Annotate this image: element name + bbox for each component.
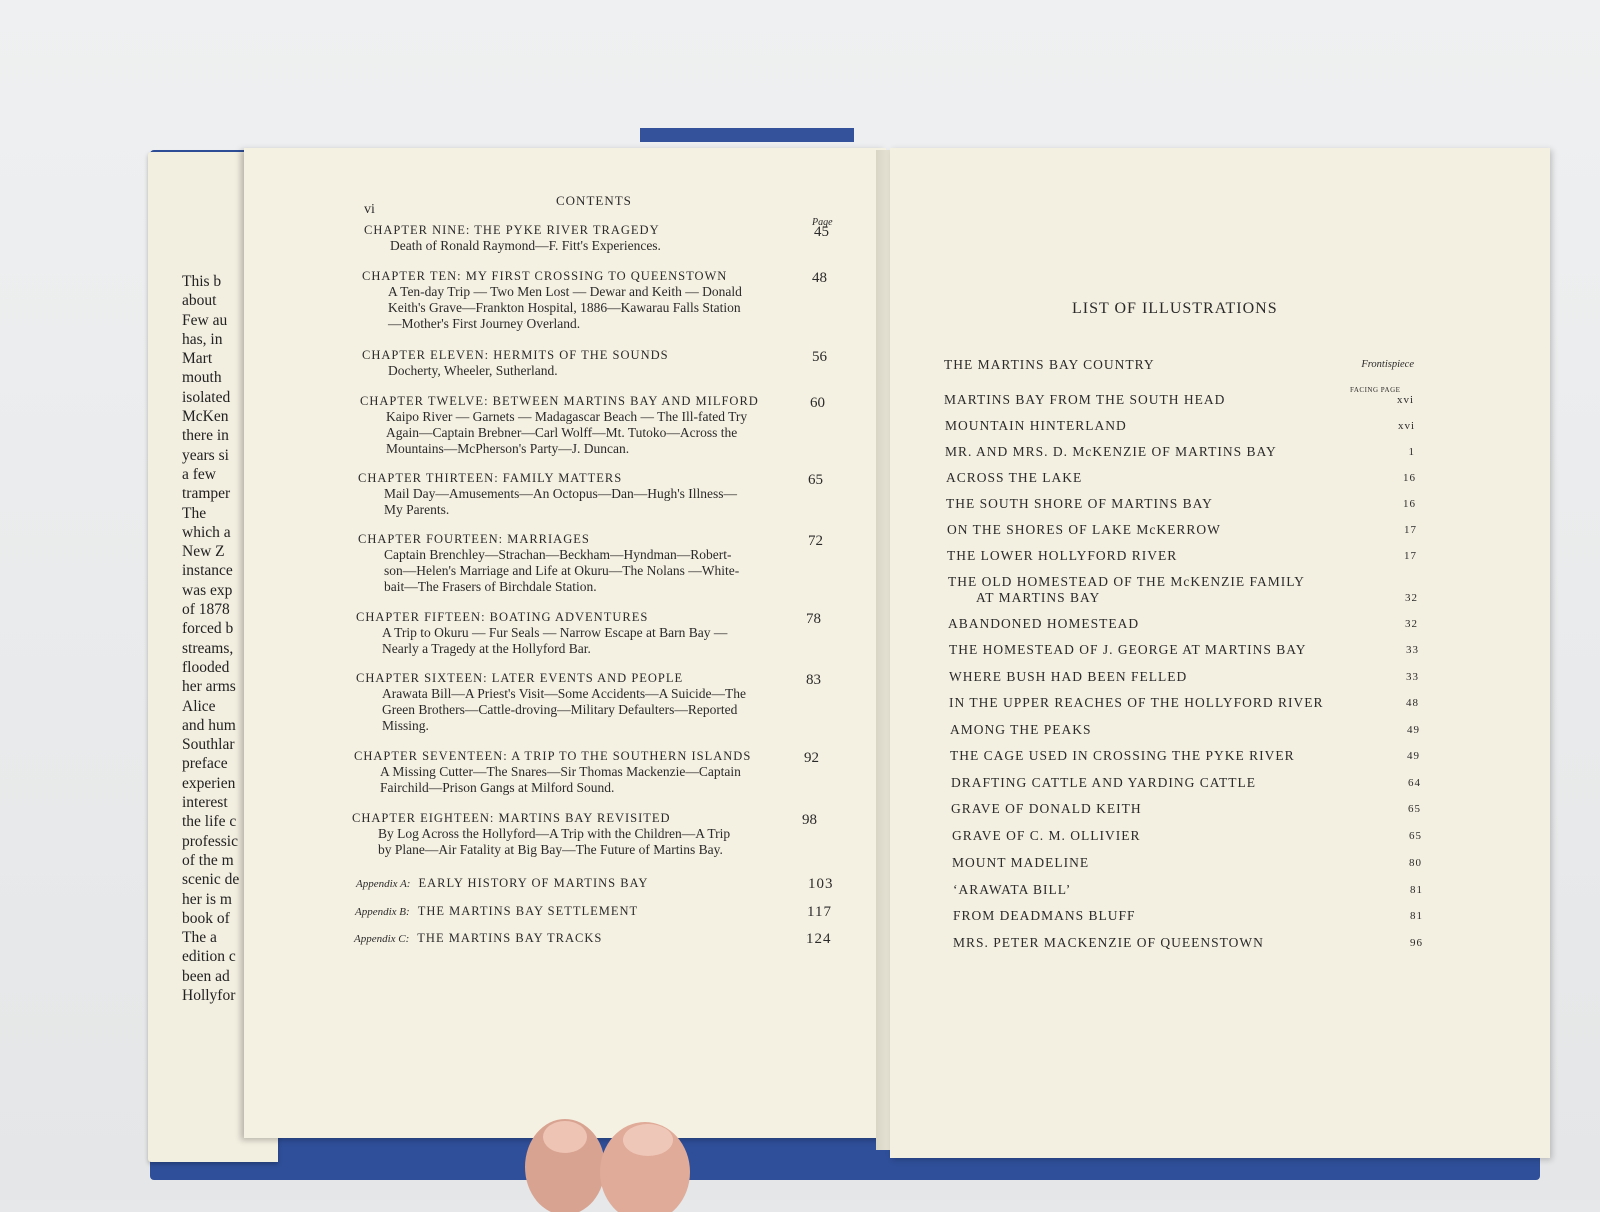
- illustration-title-continued: AT MARTINS BAY: [976, 590, 1101, 605]
- appendix-entry: [354, 931, 832, 947]
- flap-line: has, in: [182, 330, 223, 348]
- chapter-description: Arawata Bill—A Priest's Visit—Some Accidents—A Suicide—The: [382, 686, 746, 701]
- flap-line: The a: [182, 929, 217, 947]
- flap-line: the life c: [182, 813, 237, 831]
- flap-line: New Z: [182, 543, 225, 561]
- flap-line: scenic de: [182, 871, 240, 889]
- flap-line: mouth: [182, 369, 222, 387]
- illustration-page-number: 17: [1404, 550, 1417, 562]
- illustration-entry: [945, 444, 1415, 460]
- chapter-description: A Trip to Okuru — Fur Seals — Narrow Escape at Barn Bay —: [382, 625, 728, 640]
- illustration-title: MARTINS BAY FROM THE SOUTH HEAD: [944, 392, 1226, 407]
- illustration-title: MOUNT MADELINE: [952, 855, 1090, 870]
- illustration-page-number: 80: [1409, 857, 1422, 869]
- illustration-page-number: 65: [1408, 803, 1421, 815]
- illustration-title: IN THE UPPER REACHES OF THE HOLLYFORD RIVER: [949, 695, 1324, 710]
- cover-edge: [640, 128, 854, 142]
- chapter-description: Green Brothers—Cattle-droving—Military Defaulters—Reported: [382, 702, 738, 717]
- illustration-page-number: 81: [1410, 910, 1423, 922]
- chapter-description: My Parents.: [384, 502, 450, 517]
- toc-entry: [362, 347, 827, 379]
- chapter-page-number: 98: [802, 812, 817, 828]
- illustration-title: THE LOWER HOLLYFORD RIVER: [947, 548, 1178, 563]
- illustration-page-number: 96: [1410, 937, 1423, 949]
- illustration-page-number: 1: [1408, 446, 1415, 458]
- chapter-description: Nearly a Tragedy at the Hollyford Bar.: [382, 641, 591, 656]
- chapter-description: Mountains—McPherson's Party—J. Duncan.: [386, 441, 630, 456]
- appendix-label: Appendix A:: [356, 878, 411, 890]
- illustration-title: AMONG THE PEAKS: [950, 722, 1092, 737]
- chapter-description: A Missing Cutter—The Snares—Sir Thomas Mackenzie—Captain: [380, 764, 741, 779]
- chapter-page-number: 92: [804, 750, 819, 766]
- facing-page-label: FACING PAGE: [1350, 386, 1401, 394]
- chapter-description: by Plane—Air Fatality at Big Bay—The Future of Martins Bay.: [378, 842, 723, 857]
- illustration-entry: [950, 722, 1420, 738]
- flap-line: Few au: [182, 311, 228, 329]
- illustration-entry: [948, 574, 1418, 606]
- flap-line: McKen: [182, 408, 229, 426]
- chapter-description: Kaipo River — Garnets — Madagascar Beach — The Ill-fated Try: [386, 409, 748, 424]
- illustration-title: MR. AND MRS. D. McKENZIE OF MARTINS BAY: [945, 444, 1277, 459]
- flap-line: This b: [182, 273, 222, 290]
- illustration-page-number: 49: [1407, 724, 1420, 736]
- chapter-heading: CHAPTER FIFTEEN: BOATING ADVENTURES: [356, 610, 649, 624]
- illustration-page-number: 48: [1406, 697, 1419, 709]
- toc-entry: [358, 470, 823, 518]
- flap-line: forced b: [182, 620, 234, 638]
- illustration-entry: [947, 548, 1417, 564]
- illustration-entry: [951, 801, 1421, 817]
- toc-entry: [360, 393, 825, 457]
- appendix-label: Appendix B:: [355, 906, 410, 918]
- illustration-entry: [947, 522, 1417, 538]
- chapter-page-number: 45: [814, 224, 829, 240]
- chapter-heading: CHAPTER FOURTEEN: MARRIAGES: [358, 532, 590, 546]
- illustration-title: GRAVE OF C. M. OLLIVIER: [952, 828, 1141, 843]
- toc-entry: [358, 531, 823, 595]
- chapter-page-number: 48: [812, 270, 827, 286]
- flap-line: preface: [182, 755, 228, 773]
- flap-line: Alice: [182, 697, 216, 715]
- flap-line: professic: [182, 832, 238, 850]
- appendix-page-number: 103: [808, 876, 834, 892]
- illustration-title: THE SOUTH SHORE OF MARTINS BAY: [946, 496, 1213, 511]
- flap-line: tramper: [182, 485, 231, 503]
- chapter-description: —Mother's First Journey Overland.: [388, 316, 581, 331]
- illustration-title: MOUNTAIN HINTERLAND: [945, 418, 1127, 433]
- flap-line: isolated: [182, 388, 231, 406]
- illustration-page-number: 32: [1405, 618, 1418, 630]
- illustration-entry: [945, 418, 1415, 434]
- flap-line: Mart: [182, 350, 213, 368]
- illustration-title: GRAVE OF DONALD KEITH: [951, 801, 1142, 816]
- chapter-description: bait—The Frasers of Birchdale Station.: [384, 579, 597, 594]
- illustration-title: ABANDONED HOMESTEAD: [948, 616, 1140, 631]
- chapter-description: Keith's Grave—Frankton Hospital, 1886—Kawarau Falls Station: [388, 300, 741, 315]
- illustration-entry: [944, 357, 1414, 373]
- flap-line: there in: [182, 427, 229, 445]
- illustration-page-number: 32: [1405, 592, 1418, 604]
- illustration-entry: [953, 882, 1423, 898]
- illustration-page-number: 33: [1406, 644, 1419, 656]
- illustration-page-number: 64: [1408, 777, 1421, 789]
- illustration-page-number: 33: [1406, 671, 1419, 683]
- flap-line: of 1878: [182, 601, 230, 619]
- illustration-page-number: 81: [1410, 884, 1423, 896]
- chapter-page-number: 65: [808, 472, 823, 488]
- illustration-entry: [944, 392, 1414, 408]
- list-of-illustrations-title: LIST OF ILLUSTRATIONS: [1072, 300, 1278, 317]
- chapter-heading: CHAPTER NINE: THE PYKE RIVER TRAGEDY: [364, 223, 660, 237]
- flap-line: years si: [182, 446, 229, 464]
- illustration-title: ACROSS THE LAKE: [946, 470, 1083, 485]
- illustration-title: ON THE SHORES OF LAKE McKERROW: [947, 522, 1221, 537]
- flap-line: Hollyfor: [182, 986, 236, 1004]
- illustration-title: WHERE BUSH HAD BEEN FELLED: [949, 669, 1188, 684]
- chapter-page-number: 72: [808, 533, 823, 549]
- chapter-heading: CHAPTER THIRTEEN: FAMILY MATTERS: [358, 471, 623, 485]
- illustration-entry: [953, 935, 1423, 951]
- illustration-title: THE HOMESTEAD OF J. GEORGE AT MARTINS BAY: [949, 642, 1307, 657]
- illustration-title: DRAFTING CATTLE AND YARDING CATTLE: [951, 775, 1256, 790]
- illustration-entry: [949, 669, 1419, 685]
- flap-line: her is m: [182, 890, 232, 908]
- illustration-title: THE MARTINS BAY COUNTRY: [944, 357, 1155, 372]
- illustration-entry: [948, 616, 1418, 632]
- illustration-title: THE OLD HOMESTEAD OF THE McKENZIE FAMILY: [948, 574, 1305, 589]
- illustration-title: FROM DEADMANS BLUFF: [953, 908, 1136, 923]
- chapter-description: Fairchild—Prison Gangs at Milford Sound.: [380, 780, 615, 795]
- appendix-page-number: 117: [807, 904, 832, 920]
- appendix-entry: [356, 876, 834, 892]
- flap-line: which a: [182, 523, 231, 541]
- toc-entry: [352, 810, 817, 858]
- flap-line: and hum: [182, 716, 236, 734]
- chapter-description: Captain Brenchley—Strachan—Beckham—Hyndman—Robert-: [384, 547, 732, 562]
- flap-line: been ad: [182, 967, 230, 985]
- flap-line: her arms: [182, 678, 236, 696]
- toc-entry: [362, 268, 827, 332]
- chapter-description: Death of Ronald Raymond—F. Fitt's Experiences.: [390, 238, 661, 253]
- chapter-page-number: 56: [812, 349, 827, 365]
- chapter-heading: CHAPTER ELEVEN: HERMITS OF THE SOUNDS: [362, 348, 669, 362]
- illustration-page-number: 16: [1403, 498, 1416, 510]
- illustration-page-number: Frontispiece: [1361, 359, 1414, 370]
- appendix-entry: [355, 904, 832, 920]
- illustration-entry: [952, 855, 1422, 871]
- flap-line: Southlar: [182, 736, 235, 754]
- appendix-page-number: 124: [806, 931, 832, 947]
- flap-line: The: [182, 504, 207, 522]
- illustration-entry: [946, 496, 1416, 512]
- toc-entry: [356, 670, 821, 734]
- toc-entry: [364, 222, 829, 254]
- page-number: vi: [364, 202, 375, 217]
- illustration-title: MRS. PETER MACKENZIE OF QUEENSTOWN: [953, 935, 1264, 950]
- flap-line: was exp: [182, 581, 233, 599]
- flap-line: flooded: [182, 658, 230, 676]
- flap-line: experien: [182, 774, 236, 792]
- chapter-description: Mail Day—Amusements—An Octopus—Dan—Hugh's Illness—: [384, 486, 738, 501]
- chapter-description: A Ten-day Trip — Two Men Lost — Dewar and Keith — Donald: [388, 284, 742, 299]
- illustration-entry: [952, 828, 1422, 844]
- illustration-entry: [949, 695, 1419, 711]
- illustration-page-number: xvi: [1397, 420, 1415, 432]
- chapter-page-number: 60: [810, 395, 825, 411]
- chapter-description: Missing.: [382, 718, 429, 733]
- page-column-label: Page: [812, 217, 833, 228]
- chapter-heading: CHAPTER SIXTEEN: LATER EVENTS AND PEOPLE: [356, 671, 684, 685]
- flap-line: edition c: [182, 948, 236, 966]
- chapter-page-number: 83: [806, 672, 821, 688]
- appendix-title: THE MARTINS BAY TRACKS: [417, 931, 603, 945]
- flap-line: streams,: [182, 639, 234, 657]
- illustration-entry: [946, 470, 1416, 486]
- flap-line: book of: [182, 909, 230, 927]
- chapter-heading: CHAPTER SEVENTEEN: A TRIP TO THE SOUTHERN ISLANDS: [354, 749, 752, 763]
- illustration-title: THE CAGE USED IN CROSSING THE PYKE RIVER: [950, 748, 1295, 763]
- illustration-page-number: xvi: [1396, 394, 1414, 406]
- chapter-heading: CHAPTER TWELVE: BETWEEN MARTINS BAY AND MILFORD: [360, 394, 759, 408]
- flap-line: of the m: [182, 851, 234, 869]
- hand-fingers: [520, 1112, 700, 1212]
- chapter-heading: CHAPTER TEN: MY FIRST CROSSING TO QUEENSTOWN: [362, 269, 728, 283]
- illustration-page-number: 49: [1407, 750, 1420, 762]
- chapter-description: Again—Captain Brebner—Carl Wolff—Mt. Tutoko—Across the: [386, 425, 738, 440]
- appendix-title: EARLY HISTORY OF MARTINS BAY: [418, 876, 649, 890]
- illustration-page-number: 65: [1409, 830, 1422, 842]
- flap-line: instance: [182, 562, 233, 580]
- flap-line: about: [182, 292, 217, 310]
- illustration-entry: [953, 908, 1423, 924]
- chapter-heading: CHAPTER EIGHTEEN: MARTINS BAY REVISITED: [352, 811, 671, 825]
- chapter-description: son—Helen's Marriage and Life at Okuru—The Nolans —White-: [384, 563, 740, 578]
- toc-entry: [354, 748, 819, 796]
- chapter-page-number: 78: [806, 611, 821, 627]
- illustration-title: ‘ARAWATA BILL’: [953, 882, 1072, 897]
- flap-line: interest: [182, 794, 228, 812]
- illustration-entry: [949, 642, 1419, 658]
- illustration-page-number: 16: [1403, 472, 1416, 484]
- appendix-title: THE MARTINS BAY SETTLEMENT: [417, 904, 639, 918]
- illustration-page-number: 17: [1404, 524, 1417, 536]
- chapter-description: By Log Across the Hollyford—A Trip with the Children—A Trip: [378, 826, 731, 841]
- flap-line: a few: [182, 465, 216, 483]
- contents-header: CONTENTS: [556, 193, 632, 208]
- chapter-description: Docherty, Wheeler, Sutherland.: [388, 363, 558, 378]
- toc-entry: [356, 609, 821, 657]
- illustration-entry: [951, 775, 1421, 791]
- illustration-entry: [950, 748, 1420, 764]
- appendix-label: Appendix C:: [354, 933, 410, 945]
